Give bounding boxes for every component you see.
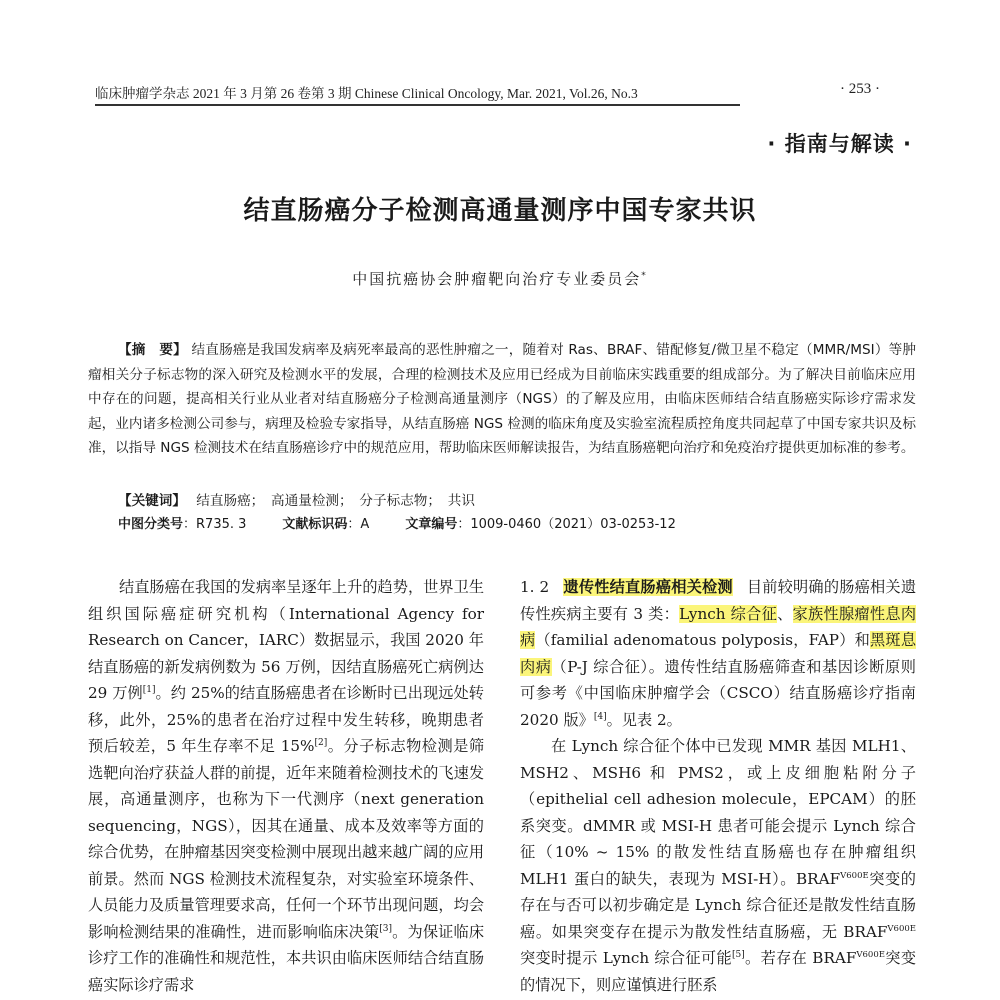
text-run: （P-J 综合征）。遗传性结直肠癌筛查和基因诊断原则可参考《中国临床肿瘤学会（CSCO）结直肠癌诊疗指南 2020 版》 bbox=[520, 657, 916, 729]
keywords-label: 【关键词】 bbox=[118, 493, 186, 509]
text-run: 。分子标志物检测是筛选靶向治疗获益人群的前提，近年来随着检测技术的飞速发展，高通量测序，也称为下一代测序（next generation sequencing，NGS），因其在通量、成本及效率等方面的综合优势，在肿瘤基因突变检测中展现出越来越广阔的应用前景。然而 NGS 检测技术流程复杂，对实验室环境条件、人员能力及质量管理要求高，任何一个环节出现问题，均会影响检测结果的准确性，进而影响临床决策 bbox=[88, 737, 485, 941]
text-run: 在 Lynch 综合征个体中已发现 MMR 基因 MLH1、MSH2、MSH6 和 PMS2，或上皮细胞粘附分子（epithelial cell adhesion molecule，EPCAM）的胚系突变。dMMR 或 MSI-H 患者可能会提示 Lynch 综合征（10% ~ 15% 的散发性结直肠癌也存在肿瘤组织 MLH1 蛋白的缺失，表现为 MSI-H）。BRAF bbox=[520, 737, 916, 888]
text-run: 突变的存在与否可以初步确定是 Lynch 综合征还是散发性结直肠癌。如果突变存在提示为散发性结直肠癌，无 BRAF bbox=[520, 869, 916, 941]
text-run: 突变的情况下，则应谨慎进行胚系 bbox=[520, 949, 917, 994]
text-run: 。约 25%的结直肠癌患者在诊断时已出现远处转移，此外，25%的患者在治疗过程中发生转移，晚期患者预后较差，5 年生存率不足 15% bbox=[88, 684, 484, 755]
citation-5[interactable]: [5] bbox=[731, 949, 745, 960]
citation-2[interactable]: [2] bbox=[314, 737, 328, 748]
lynch-paragraph bbox=[520, 733, 916, 998]
text-run: 、 bbox=[777, 604, 793, 623]
citation-3[interactable]: [3] bbox=[379, 923, 393, 934]
article-number-label: 文章编号 bbox=[405, 517, 458, 532]
header-rule bbox=[95, 104, 740, 105]
variant-superscript: V600E bbox=[887, 923, 916, 934]
author-line bbox=[0, 268, 1000, 289]
text-run: （familial adenomatous polyposis，FAP）和 bbox=[535, 631, 871, 649]
text-run: 。若存在 BRAF bbox=[744, 949, 857, 967]
section-heading-highlighted: 遗传性结直肠癌相关检测 bbox=[563, 578, 733, 596]
highlight-lynch: Lynch 综合征 bbox=[679, 604, 778, 623]
abstract-label: 【摘 要】 bbox=[118, 342, 187, 358]
text-run: 目前较明确的肠癌相关遗传性疾病主要有 3 类： bbox=[520, 578, 917, 623]
highlight-fap: 家族性腺瘤性息肉病 bbox=[520, 604, 917, 649]
section-label: · 指南与解读 · bbox=[767, 132, 912, 156]
keywords-text: 结直肠癌； 高通量检测； 分子标志物； 共识 bbox=[196, 493, 475, 509]
classification-line bbox=[118, 513, 676, 532]
journal-header: 临床肿瘤学杂志 2021 年 3 月第 26 卷第 3 期 Chinese Clinical Oncology, Mar. 2021, Vol.26, No.3 bbox=[95, 82, 740, 106]
left-column bbox=[88, 574, 484, 998]
citation-1[interactable]: [1] bbox=[142, 684, 156, 695]
page-number: · 253 · bbox=[840, 81, 880, 97]
paper-title: 结直肠癌分子检测高通量测序中国专家共识 bbox=[243, 196, 757, 226]
doc-code-value: ：A bbox=[347, 517, 370, 532]
text-run: 结直肠癌在我国的发病率呈逐年上升的趋势，世界卫生组织国际癌症研究机构（International Agency for Research on Cancer，IARC）数据显示，我国 2020 年结直肠癌的新发病例数为 56 万例，因结直肠癌死亡病例达 29 万例 bbox=[88, 578, 484, 702]
doc-code-label: 文献标识码 bbox=[282, 517, 348, 532]
variant-superscript: V600E bbox=[856, 949, 885, 960]
right-column bbox=[520, 574, 916, 998]
article-number-value: ：1009-0460（2021）03-0253-12 bbox=[457, 517, 676, 532]
author-name: 中国抗癌协会肿瘤靶向治疗专业委员会 bbox=[352, 270, 642, 288]
section-number: 1. 2 bbox=[520, 578, 550, 596]
keywords bbox=[118, 489, 475, 509]
text-run: 突变时提示 Lynch 综合征可能 bbox=[520, 949, 732, 967]
clc-value: ：R735. 3 bbox=[183, 517, 247, 532]
citation-4[interactable]: [4] bbox=[593, 711, 607, 722]
abstract bbox=[88, 338, 916, 461]
variant-superscript: V600E bbox=[840, 870, 869, 881]
author-footnote-mark: * bbox=[641, 271, 648, 281]
section-1-2-paragraph bbox=[520, 574, 916, 733]
clc-label: 中图分类号 bbox=[118, 517, 184, 532]
abstract-text: 结直肠癌是我国发病率及病死率最高的恶性肿瘤之一，随着对 Ras、BRAF、错配修复/微卫星不稳定（MMR/MSI）等肿瘤相关分子标志物的深入研究及检测水平的发展，合理的检测技术及应用已经成为目前临床实践重要的组成部分。为了解决目前临床应用中存在的问题，提高相关行业从业者对结直肠癌分子检测高通量测序（NGS）的了解及应用，由临床医师结合结直肠癌实际诊疗需求发起，业内诸多检测公司参与，病理及检验专家指导，从结直肠癌 NGS 检测的临床角度及实验室流程质控角度共同起草了中国专家共识及标准，以指导 NGS 检测技术在结直肠癌诊疗中的规范应用，帮助临床医师解读报告，为结直肠癌靶向治疗和免疫治疗提供更加标准的参考。 bbox=[88, 342, 917, 457]
text-run: 。见表 2。 bbox=[606, 710, 682, 729]
highlight-pj: 黑斑息肉病 bbox=[520, 631, 917, 676]
intro-paragraph bbox=[88, 574, 484, 998]
text-run: 。为保证临床诊疗工作的准确性和规范性，本共识由临床医师结合结直肠癌实际诊疗需求 bbox=[88, 922, 485, 994]
